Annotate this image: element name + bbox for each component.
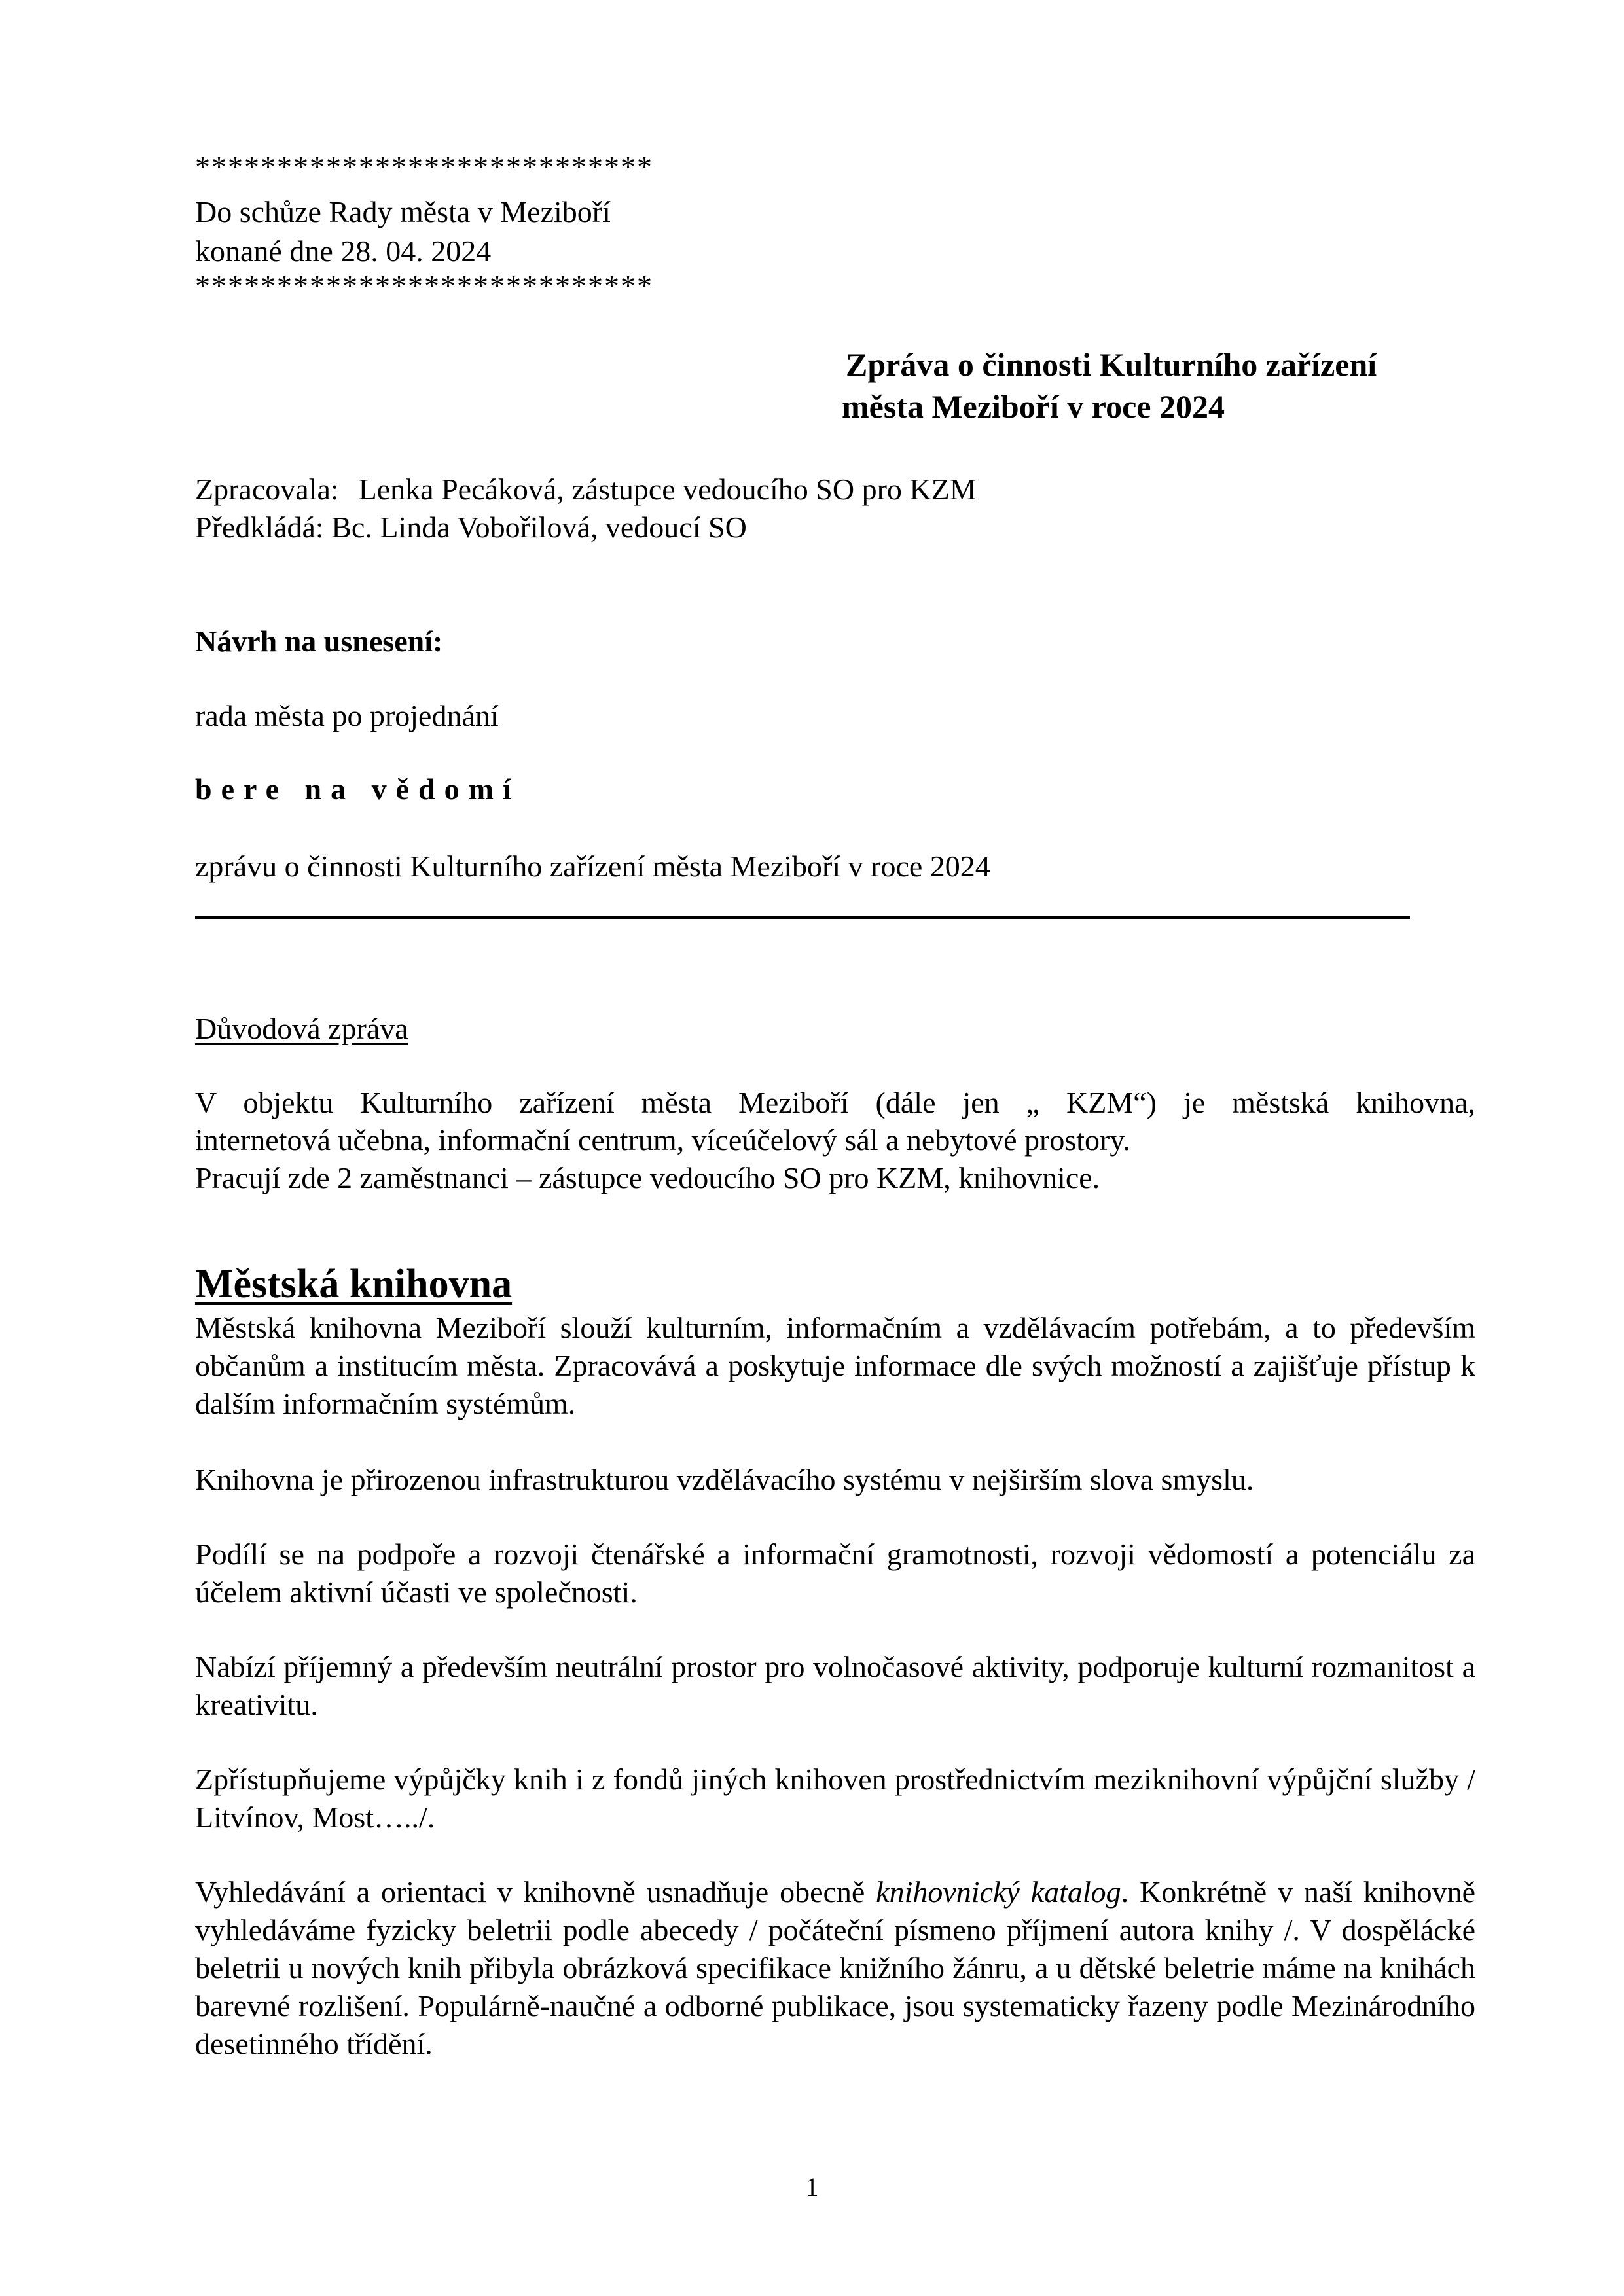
meeting-line-1: Do schůze Rady města v Meziboří [195, 195, 611, 228]
library-paragraph-2: Knihovna je přirozenou infrastrukturou vzdělávacího systému v nejširším slova smyslu. [195, 1463, 1254, 1496]
library-paragraph-5: Zpřístupňujeme výpůjčky knih i z fondů jiných knihoven prostřednictvím meziknihovní výpůjční služby / Litvínov, Most…../. [195, 1763, 1475, 1834]
stars-top: **************************** [195, 150, 653, 183]
report-title-line-2: města Meziboří v roce 2024 [842, 388, 1225, 425]
report-title-line-1: Zpráva o činnosti Kulturního zařízení [846, 346, 1377, 383]
library-paragraph-3: Podílí se na podpoře a rozvoji čtenářské a informační gramotnosti, rozvoji vědomostí a potenciálu za účelem aktivní účasti ve společnosti. [195, 1537, 1475, 1609]
submitted-by-line [195, 509, 747, 546]
explanatory-para-line-1: V objektu Kulturního zařízení města Meziboří (dále jen „ KZM“) je městská knihovna, [195, 1086, 1475, 1119]
resolution-subject: zprávu o činnosti Kulturního zařízení města Meziboří v roce 2024 [195, 850, 990, 883]
page-number: 1 [805, 2172, 819, 2202]
library-paragraph-6 [195, 1873, 1475, 2063]
library-heading: Městská knihovna [195, 1262, 513, 1306]
meeting-line-2: konané dne 28. 04. 2024 [195, 234, 492, 268]
explanatory-para-line-2: internetová učebna, informační centrum, víceúčelový sál a nebytové prostory. [195, 1123, 1130, 1157]
submitted-by-label: Předkládá: [195, 511, 324, 544]
resolution-intro: rada města po projednání [195, 699, 499, 732]
resolution-action: bere na vědomí [195, 772, 520, 806]
prepared-by-line [195, 471, 977, 508]
prepared-by-value: Lenka Pecáková, zástupce vedoucího SO pro KZM [358, 473, 977, 506]
explanatory-heading: Důvodová zpráva [195, 1012, 408, 1045]
library-paragraph-6-end: . Konkrétně v naší knihovně vyhledáváme fyzicky beletrii podle abecedy / počáteční písmeno příjmení autora knihy /. V dospělácké beletrii u nových knih přibyla obrázková specifikace knižního žánru, a u dětské beletrie máme na knihách barevné rozlišení. Populárně-naučné a odborné publikace, jsou systematicky řazeny podle Mezinárodního desetinného třídění. [195, 1875, 1476, 2060]
stars-bottom: **************************** [195, 269, 653, 302]
library-paragraph-6-start: Vyhledávání a orientaci v knihovně usnadňuje obecně [195, 1875, 876, 1909]
library-catalog-term: knihovnický katalog [876, 1875, 1121, 1909]
prepared-by-label: Zpracovala: [195, 473, 339, 506]
submitted-by-value: Bc. Linda Vobořilová, vedoucí SO [331, 511, 747, 544]
library-paragraph-4: Nabízí příjemný a především neutrální prostor pro volnočasové aktivity, podporuje kulturní rozmanitost a kreativitu. [195, 1650, 1475, 1721]
resolution-heading: Návrh na usnesení: [195, 624, 443, 658]
explanatory-para-line-3: Pracují zde 2 zaměstnanci – zástupce vedoucího SO pro KZM, knihovnice. [195, 1161, 1100, 1194]
section-divider [195, 916, 1410, 919]
library-paragraph-1: Městská knihovna Meziboří slouží kulturním, informačním a vzdělávacím potřebám, a to především občanům a institucím města. Zpracovává a poskytuje informace dle svých možností a zajišťuje přístup k dalším informačním systémům. [195, 1311, 1475, 1420]
